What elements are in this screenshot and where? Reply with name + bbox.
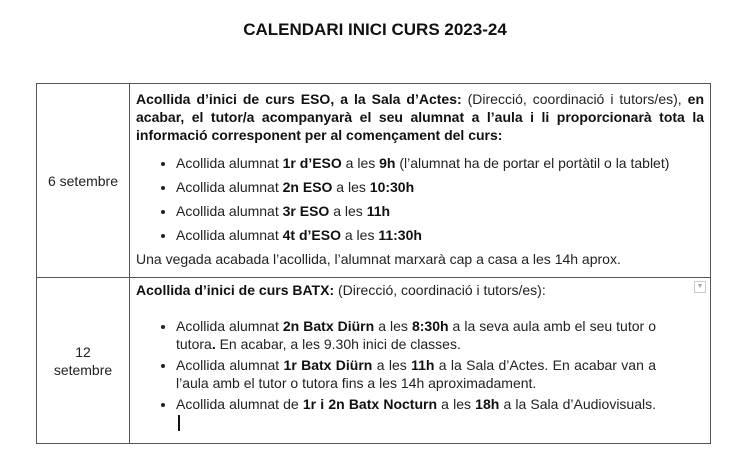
intro-paragraph: [136, 281, 704, 299]
item-time: 11:30h: [378, 227, 422, 243]
date-cell: [37, 278, 130, 444]
item-group: 1r d’ESO: [282, 155, 342, 171]
item-text: Acollida alumnat: [176, 203, 283, 219]
item-text: Acollida alumnat: [176, 318, 283, 334]
content-cell[interactable]: [130, 84, 711, 278]
list-item: [176, 154, 704, 172]
calendar-table: [36, 83, 711, 444]
text-cursor: [178, 415, 180, 431]
table-row: [37, 278, 711, 444]
item-time: 11h: [366, 203, 391, 219]
list-item: [176, 178, 704, 196]
item-text: a les: [372, 357, 412, 373]
item-text: a les: [329, 203, 367, 219]
list-item: [176, 317, 656, 353]
dropdown-handle-icon[interactable]: ▼: [694, 281, 706, 293]
bullet-list: [136, 317, 704, 431]
date-cell: [37, 84, 130, 278]
item-group: 2n ESO: [282, 179, 333, 195]
intro-plain-text: (Direcció, coordinació i tutors/es),: [461, 91, 688, 107]
item-text: a les: [341, 155, 380, 171]
date-label-month: setembre: [53, 361, 113, 378]
item-text: a les: [340, 227, 379, 243]
date-label-day: 12: [75, 343, 91, 360]
list-item: [176, 202, 704, 220]
date-label: 6 setembre: [47, 172, 119, 189]
item-note: a la seva aula amb el seu tutor o tutora: [176, 318, 656, 352]
intro-bold-heading: Acollida d’inici de curs ESO, a la Sala d’Actes:: [136, 91, 462, 107]
table-row: [37, 84, 711, 278]
item-group: 1r i 2n Batx Nocturn: [302, 396, 437, 412]
item-time: 18h: [475, 396, 500, 412]
item-note: a la Sala d’Audiovisuals.: [499, 396, 657, 412]
item-group: 3r ESO: [282, 203, 330, 219]
item-text: a les: [437, 396, 476, 412]
item-note: (l’alumnat ha de portar el portàtil o la tablet): [395, 155, 670, 171]
content-cell[interactable]: [130, 278, 711, 444]
list-item: [176, 226, 704, 244]
bullet-list: [136, 154, 704, 244]
item-time: 10:30h: [369, 179, 415, 195]
list-item: [176, 356, 656, 392]
closing-note: Una vegada acabada l’acollida, l’alumnat marxarà cap a casa a les 14h aprox.: [136, 251, 621, 267]
item-text: Acollida alumnat: [176, 155, 283, 171]
intro-paragraph: [136, 90, 704, 144]
item-text: Acollida alumnat de: [176, 396, 303, 412]
list-item: [176, 395, 656, 431]
page-title: CALENDARI INICI CURS 2023-24: [243, 20, 507, 39]
item-text: Acollida alumnat: [176, 357, 284, 373]
item-text: Acollida alumnat: [176, 179, 283, 195]
item-note: a la Sala d’Actes. En acabar van a l’aula amb el tutor o tutora fins a les 14h aproximadament.: [176, 357, 656, 391]
item-text: a les: [332, 179, 370, 195]
item-time: 8:30h: [411, 318, 449, 334]
intro-plain-text: (Direcció, coordinació i tutors/es):: [334, 282, 546, 298]
item-group: 4t d’ESO: [282, 227, 341, 243]
item-group: 2n Batx Diürn: [282, 318, 375, 334]
intro-bold-text: en acabar, el tutor/a acompanyarà el seu alumnat a l’aula i li proporcionarà tota la informació corresponent per al començament del curs:: [136, 91, 704, 143]
item-group: 1r Batx Diürn: [283, 357, 373, 373]
item-note-2: En acabar, a les 9.30h inici de classes.: [215, 336, 461, 352]
item-punct: .: [211, 336, 216, 352]
item-text: a les: [374, 318, 412, 334]
intro-bold-heading: Acollida d’inici de curs BATX:: [136, 282, 335, 298]
item-time: 11h: [411, 357, 435, 373]
item-time: 9h: [379, 155, 396, 171]
item-text: Acollida alumnat: [176, 227, 283, 243]
